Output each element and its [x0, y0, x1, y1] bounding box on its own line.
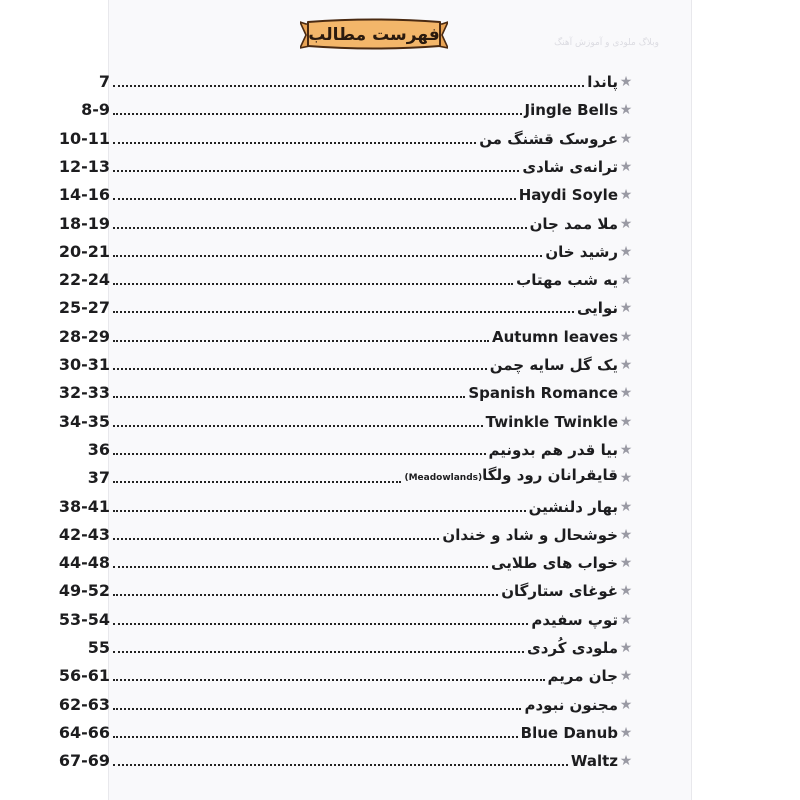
star-icon: ★ [619, 611, 633, 628]
toc-entry [0, 519, 634, 545]
dot-leader [113, 348, 487, 370]
page-numbers: 22-24 [58, 270, 110, 290]
star-icon: ★ [619, 272, 633, 289]
star-icon: ★ [619, 158, 633, 175]
star-icon: ★ [619, 413, 633, 430]
star-icon: ★ [619, 470, 633, 487]
star-icon: ★ [619, 357, 633, 373]
dot-leader [113, 688, 521, 710]
page-numbers: 34-35 [58, 411, 110, 431]
entry-title [491, 553, 618, 573]
faint-background-text: وبلاگ ملودی و آموزش آهنگ [554, 38, 659, 48]
toc-entry [0, 632, 634, 658]
entry-title [489, 440, 618, 460]
entry-title-text: نوایی [577, 299, 618, 318]
page-numbers: 8-9 [81, 100, 110, 120]
entry-title [577, 298, 618, 318]
page-numbers: 53-54 [58, 609, 110, 629]
page-numbers: 56-61 [58, 666, 110, 686]
star-icon: ★ [619, 640, 633, 656]
entry-title-text: ملا ممد جان [529, 214, 618, 233]
toc-entry [0, 66, 634, 92]
page-numbers: 62-63 [58, 694, 110, 714]
toc-entry [0, 660, 634, 686]
entry-title-text: خواب های طلایی [491, 554, 618, 573]
entry-title-text: رشید خان [545, 242, 618, 261]
page-numbers: 55 [87, 638, 110, 657]
dot-leader [113, 178, 516, 200]
entry-title-text: Waltz [570, 752, 618, 771]
entry-title-text: Jingle Bells [524, 101, 618, 120]
entry-title [492, 327, 618, 347]
dot-leader [113, 433, 486, 455]
page-numbers: 28-29 [58, 326, 110, 346]
page-numbers: 32-33 [58, 383, 110, 403]
entry-title-text: Twinkle Twinkle [485, 412, 618, 431]
entry-title-text: بهار دلنشین [528, 497, 618, 516]
star-icon: ★ [619, 102, 633, 119]
star-icon: ★ [619, 300, 633, 317]
entry-subtitle: (Meadowlands) [404, 473, 483, 484]
page-numbers: 64-66 [58, 722, 110, 742]
entry-title [545, 242, 618, 262]
dot-leader [113, 122, 476, 144]
entry-title [571, 751, 618, 771]
dot-leader [113, 263, 513, 285]
star-icon: ★ [619, 130, 633, 147]
toc-entry [0, 434, 634, 460]
dot-leader [113, 461, 401, 483]
dot-leader [113, 631, 524, 653]
toc-entry [0, 717, 634, 743]
star-icon: ★ [619, 441, 633, 458]
page-numbers: 36 [87, 439, 110, 459]
star-icon: ★ [619, 187, 633, 204]
toc-entry [0, 349, 634, 375]
toc-entry [0, 406, 634, 432]
entry-title [521, 723, 618, 743]
star-icon: ★ [619, 555, 633, 572]
entry-title-text: یه شب مهتاب [516, 271, 618, 290]
entry-title [490, 355, 618, 375]
toc-entry [0, 236, 634, 262]
star-icon: ★ [619, 243, 633, 260]
entry-title [531, 610, 618, 630]
entry-title [468, 383, 618, 403]
toc-entry [0, 491, 634, 517]
entry-title [479, 129, 618, 149]
entry-title [525, 100, 619, 120]
dot-leader [113, 490, 526, 512]
entry-title [501, 581, 618, 601]
dot-leader [113, 518, 439, 540]
entry-title [548, 666, 618, 686]
toc-entry [0, 123, 634, 149]
entry-title-text: خوشحال و شاد و خندان [442, 525, 618, 544]
entry-title [527, 638, 618, 658]
toc-entry [0, 321, 634, 347]
entry-title-text: بیا قدر هم بدونیم [488, 440, 618, 459]
toc-entry [0, 689, 634, 715]
toc-entry [0, 94, 634, 120]
page-numbers: 10-11 [58, 128, 110, 148]
star-icon: ★ [619, 696, 633, 713]
dot-leader [113, 546, 488, 568]
entry-title [529, 497, 618, 517]
entry-title-text: Blue Danub [520, 723, 618, 742]
page-numbers: 67-69 [58, 751, 110, 771]
dot-leader [113, 320, 489, 342]
page-numbers: 49-52 [58, 581, 110, 601]
page-numbers: 18-19 [58, 213, 110, 233]
entry-title-text: مجنون نبودم [524, 695, 618, 714]
dot-leader [113, 603, 528, 625]
dot-leader [113, 716, 518, 738]
page-numbers: 37 [87, 468, 110, 488]
dot-leader [113, 150, 519, 172]
entry-title [404, 465, 618, 488]
entry-title [587, 72, 618, 92]
toc-entry [0, 745, 634, 771]
entry-title [516, 270, 618, 290]
entry-title [519, 185, 618, 205]
star-icon: ★ [619, 724, 633, 741]
dot-leader [113, 93, 522, 115]
page-numbers: 25-27 [58, 298, 110, 318]
star-icon: ★ [619, 215, 633, 232]
star-icon: ★ [619, 385, 633, 402]
dot-leader [113, 659, 545, 681]
dot-leader [113, 376, 465, 398]
entry-title-text: توپ سفیدم [531, 610, 618, 629]
entry-title-text: قایقرانان رود ولگا [482, 466, 618, 485]
entry-title-text: ملودی کُردی [527, 639, 618, 657]
toc-entry [0, 151, 634, 177]
entry-title [530, 214, 618, 234]
star-icon: ★ [619, 328, 633, 345]
dot-leader [113, 65, 584, 87]
toc-entry [0, 462, 634, 488]
entry-title-text: Autumn leaves [492, 327, 618, 346]
toc-entry [0, 547, 634, 573]
entry-title-text: جان مریم [547, 667, 618, 686]
entry-title-text: ترانه‌ی شادی [522, 157, 618, 176]
page-numbers: 42-43 [58, 524, 110, 544]
toc-entry [0, 292, 634, 318]
entry-title-text: پاندا [587, 73, 618, 91]
toc-entry [0, 575, 634, 601]
toc-entry [0, 604, 634, 630]
star-icon: ★ [619, 583, 633, 600]
entry-title-text: یک گل سایه چمن [489, 356, 618, 374]
dot-leader [113, 574, 498, 596]
star-icon: ★ [619, 668, 633, 685]
dot-leader [113, 291, 574, 313]
entry-title-text: عروسک قشنگ من [479, 129, 618, 148]
toc-entry [0, 377, 634, 403]
entry-title [442, 525, 618, 545]
star-icon: ★ [619, 526, 633, 543]
page-title: فهرست مطالب [308, 25, 440, 45]
dot-leader [113, 235, 542, 257]
entry-title [522, 157, 618, 177]
entry-title [524, 695, 618, 715]
page-numbers: 30-31 [58, 355, 110, 374]
dot-leader [113, 405, 483, 427]
page-numbers: 7 [98, 72, 110, 91]
toc-entry [0, 264, 634, 290]
star-icon: ★ [619, 753, 633, 770]
page-numbers: 38-41 [58, 496, 110, 516]
dot-leader [113, 207, 527, 229]
entry-title-text: Spanish Romance [468, 384, 618, 403]
page-numbers: 44-48 [58, 553, 110, 573]
page-numbers: 20-21 [58, 241, 110, 261]
page-numbers: 12-13 [58, 156, 110, 176]
entry-title-text: غوغای ستارگان [501, 582, 618, 601]
page-numbers: 14-16 [58, 185, 110, 205]
toc-entry [0, 208, 634, 234]
dot-leader [113, 744, 568, 766]
entry-title [486, 412, 618, 432]
star-icon: ★ [619, 498, 633, 515]
entry-title-text: Haydi Soyle [518, 186, 618, 205]
toc-entry [0, 179, 634, 205]
star-icon: ★ [619, 74, 633, 90]
